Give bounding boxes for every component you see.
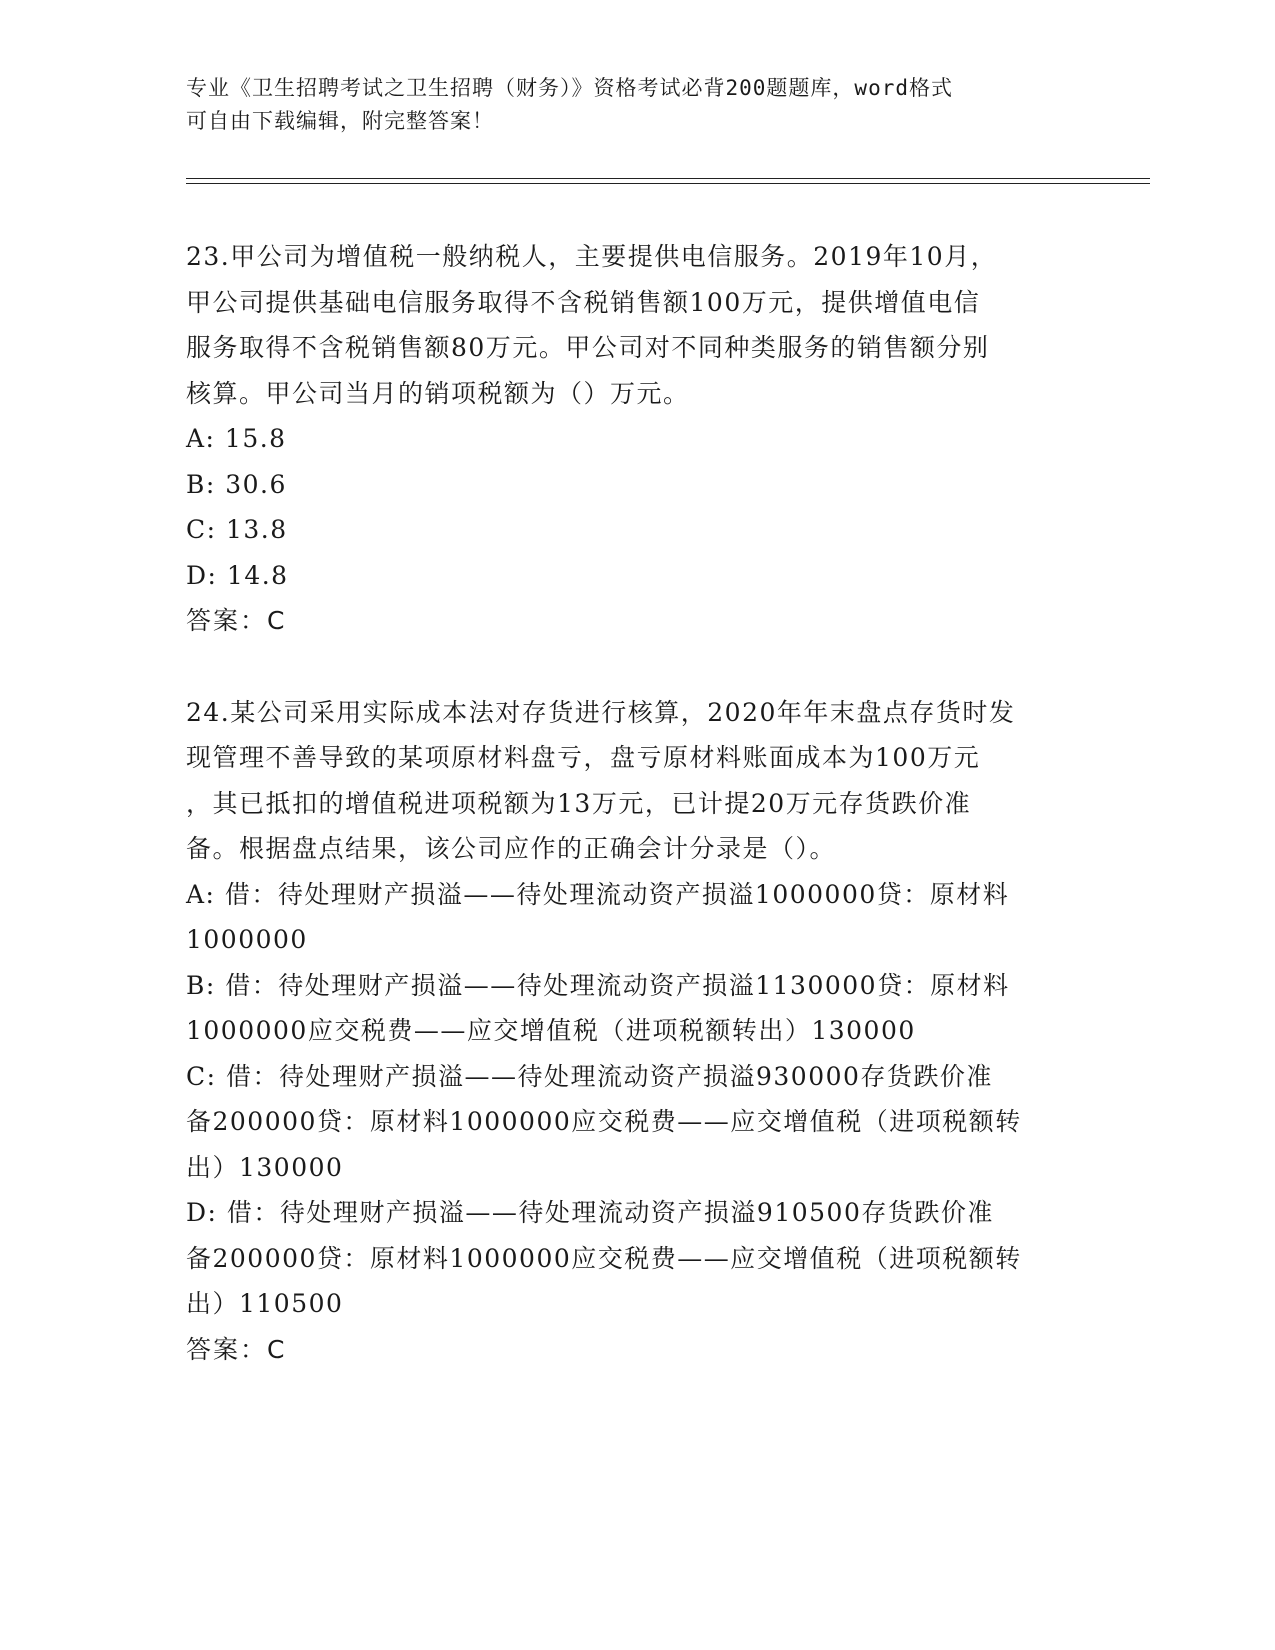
option-line: B: 借：待处理财产损溢——待处理流动资产损溢1130000贷：原材料 bbox=[186, 970, 1010, 1000]
option-line: 备200000贷：原材料1000000应交税费——应交增值税（进项税额转 bbox=[186, 1107, 1022, 1136]
document-header bbox=[186, 72, 1066, 138]
option-line: C: 13.8 bbox=[186, 515, 288, 544]
header-line: 可自由下载编辑，附完整答案！ bbox=[186, 109, 494, 133]
option-b bbox=[186, 963, 1086, 1054]
header-line: 专业《卫生招聘考试之卫生招聘（财务）》资格考试必背200题题库，word格式 bbox=[186, 76, 953, 100]
question-24 bbox=[186, 690, 1086, 1373]
option-line: 备200000贷：原材料1000000应交税费——应交增值税（进项税额转 bbox=[186, 1243, 1022, 1273]
option-b bbox=[186, 462, 1086, 508]
option-line: 1000000应交税费——应交增值税（进项税额转出）130000 bbox=[186, 1016, 916, 1045]
answer-label: 答案：C bbox=[186, 1334, 287, 1364]
header-divider bbox=[186, 178, 1150, 179]
question-23 bbox=[186, 234, 1086, 644]
answer-label: 答案：C bbox=[186, 606, 287, 635]
stem-line: 23.甲公司为增值税一般纳税人，主要提供电信服务。2019年10月， bbox=[186, 242, 998, 271]
option-line: A: 借：待处理财产损溢——待处理流动资产损溢1000000贷：原材料 bbox=[186, 879, 1010, 909]
stem-line: ，其已抵扣的增值税进项税额为13万元，已计提20万元存货跌价准 bbox=[186, 788, 972, 818]
stem-line: 服务取得不含税销售额80万元。甲公司对不同种类服务的销售额分别 bbox=[186, 333, 990, 362]
option-c bbox=[186, 507, 1086, 553]
stem-line: 备。根据盘点结果，该公司应作的正确会计分录是（）。 bbox=[186, 834, 837, 863]
option-line: B: 30.6 bbox=[186, 469, 287, 499]
option-c bbox=[186, 1054, 1086, 1191]
option-line: 出）110500 bbox=[186, 1289, 344, 1318]
option-line: D: 14.8 bbox=[186, 560, 289, 590]
option-a bbox=[186, 872, 1086, 963]
option-d bbox=[186, 1190, 1086, 1327]
question-stem bbox=[186, 234, 1086, 416]
question-list bbox=[186, 234, 1086, 1372]
option-line: C: 借：待处理财产损溢——待处理流动资产损溢930000存货跌价准 bbox=[186, 1061, 993, 1091]
stem-line: 甲公司提供基础电信服务取得不含税销售额100万元，提供增值电信 bbox=[186, 287, 981, 317]
stem-line: 现管理不善导致的某项原材料盘亏，盘亏原材料账面成本为100万元 bbox=[186, 743, 981, 772]
header-divider bbox=[186, 183, 1150, 184]
question-spacer bbox=[186, 644, 1086, 690]
option-line: A: 15.8 bbox=[186, 424, 287, 453]
option-line: 1000000 bbox=[186, 925, 308, 954]
option-line: 出）130000 bbox=[186, 1152, 344, 1182]
stem-line: 24.某公司采用实际成本法对存货进行核算，2020年年末盘点存货时发 bbox=[186, 697, 1016, 727]
question-stem bbox=[186, 690, 1086, 872]
stem-line: 核算。甲公司当月的销项税额为（）万元。 bbox=[186, 378, 690, 408]
option-d bbox=[186, 553, 1086, 599]
option-a bbox=[186, 416, 1086, 462]
option-line: D: 借：待处理财产损溢——待处理流动资产损溢910500存货跌价准 bbox=[186, 1198, 994, 1227]
